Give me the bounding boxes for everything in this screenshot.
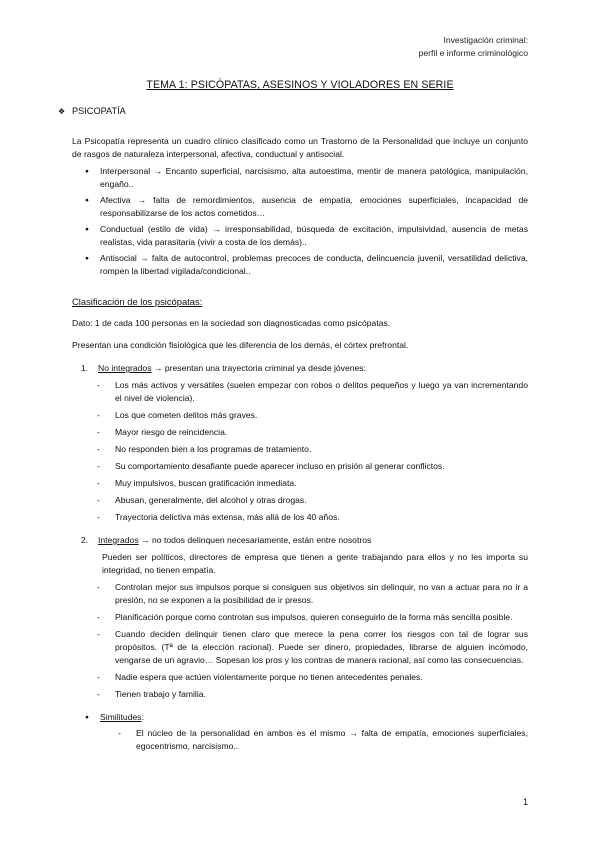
- section-heading-text: PSICOPATÍA: [72, 106, 126, 116]
- list-item: - No responden bien a los programas de tratamiento.: [72, 443, 528, 456]
- group2-label: Integrados: [98, 535, 139, 545]
- document-body: [58, 101, 528, 753]
- dato-text: Dato: 1 de cada 100 personas en la sociedad son diagnosticadas como psicópatas.: [72, 318, 391, 328]
- page-title: TEMA 1: PSICÓPATAS, ASESINOS Y VIOLADORES EN SERIE: [146, 79, 454, 91]
- intro-paragraph: La Psicopatía representa un cuadro clínico clasificado como un Trastorno de la Personalidad que incluye un conjunto de rasgos de naturaleza interpersonal, afectiva, conductual y antisocial.: [72, 136, 528, 159]
- group1-number: 1.: [80, 363, 88, 373]
- group1-heading: [72, 362, 528, 375]
- list-item: - Los más activos y versátiles (suelen empezar con robos o delitos pequeños y luego ya van incrementando el nivel de violencia).: [72, 379, 528, 405]
- list-item: - Trayectoria delictiva más extensa, más allá de los 40 años.: [72, 511, 528, 524]
- list-item: - Tienen trabajo y familia.: [72, 688, 528, 701]
- list-item: - Su comportamiento desafiante puede aparecer incluso en prisión al generar conflictos.: [72, 460, 528, 473]
- list-item: ● Conductual (estilo de vida) → irresponsabilidad, búsqueda de excitación, impulsividad, ausencia de metas realistas, vida parasitaria (vivir a costa de los demás)..: [72, 223, 528, 249]
- list-item: - Mayor riesgo de reincidencia.: [72, 426, 528, 439]
- group2-heading: [72, 534, 528, 547]
- header-line-1: Investigación criminal:: [443, 35, 528, 45]
- group2-number: 2.: [80, 535, 88, 545]
- group2-list: [72, 581, 528, 701]
- list-item: ● Antisocial → falta de autocontrol, problemas precoces de conducta, delincuencia juvenil, versatilidad delictiva, rompen la libertad vigilada/condicional..: [72, 252, 528, 278]
- group1-label: No integrados: [98, 363, 152, 373]
- similitudes-item: [72, 711, 528, 753]
- similitudes-sublist: [100, 727, 528, 753]
- list-item: - El núcleo de la personalidad en ambos es el mismo → falta de empatía, emociones superficiales, egocentrismo, narcisismo..: [100, 727, 528, 753]
- group2-intro: Pueden ser políticos, directores de empresa que tienen a gente trabajando para ellos y no les importa su integridad, no tienen empatía.: [102, 552, 528, 575]
- group1-rest: → presentan una trayectoria criminal ya desde jóvenes:: [151, 363, 366, 373]
- list-item: - Abusan, generalmente, del alcohol y otras drogas.: [72, 494, 528, 507]
- similitudes-label: Similitudes: [100, 712, 142, 722]
- list-item: - Nadie espera que actúen violentamente porque no tienen antecedentes penales.: [72, 671, 528, 684]
- list-item: ● Interpersonal → Encanto superficial, narcisismo, alta autoestima, mentir de manera patológica, manipulación, engaño..: [72, 165, 528, 191]
- list-item: - Planificación porque como controlan sus impulsos, quieren conseguirlo de la forma más sencilla posible.: [72, 611, 528, 624]
- list-item: - Muy impulsivos, buscan gratificación inmediata.: [72, 477, 528, 490]
- similitudes-colon: :: [141, 712, 144, 722]
- list-item: - Los que cometen delitos más graves.: [72, 409, 528, 422]
- classification-heading: Clasificación de los psicópatas:: [72, 296, 203, 307]
- similitudes-list: [72, 711, 528, 753]
- diamond-bullet-icon: ❖: [58, 107, 66, 116]
- traits-list: [72, 165, 528, 278]
- condition-text: Presentan una condición fisiológica que les diferencia de los demás, el córtex prefrontal.: [72, 340, 409, 350]
- page-header: [419, 34, 528, 60]
- list-item: - Cuando deciden delinquir tienen claro que merece la pena correr los riesgos con tal de lograr sus propósitos. (Tª de la elección racional). Puede ser dinero, propiedades, librarse de alguien incómodo, vengarse de un agravio… Sopesan los pros y los contras de manera racional, así como las consecuencias.: [72, 628, 528, 667]
- list-item: - Controlan mejor sus impulsos porque si consiguen sus objetivos sin delinquir, no van a actuar para no ir a presión, no se exponen a la posibilidad de ir presos.: [72, 581, 528, 607]
- list-item: ● Afectiva → falta de remordimientos, ausencia de empatía, emociones superficiales, incapacidad de responsabilizarse de los actos cometidos…: [72, 194, 528, 220]
- page-number: 1: [522, 797, 528, 807]
- header-line-2: perfil e informe criminológico: [418, 48, 528, 58]
- section-heading: [58, 105, 528, 118]
- group2-rest: → no todos delinquen necesariamente, están entre nosotros: [138, 535, 372, 545]
- group1-list: [72, 379, 528, 524]
